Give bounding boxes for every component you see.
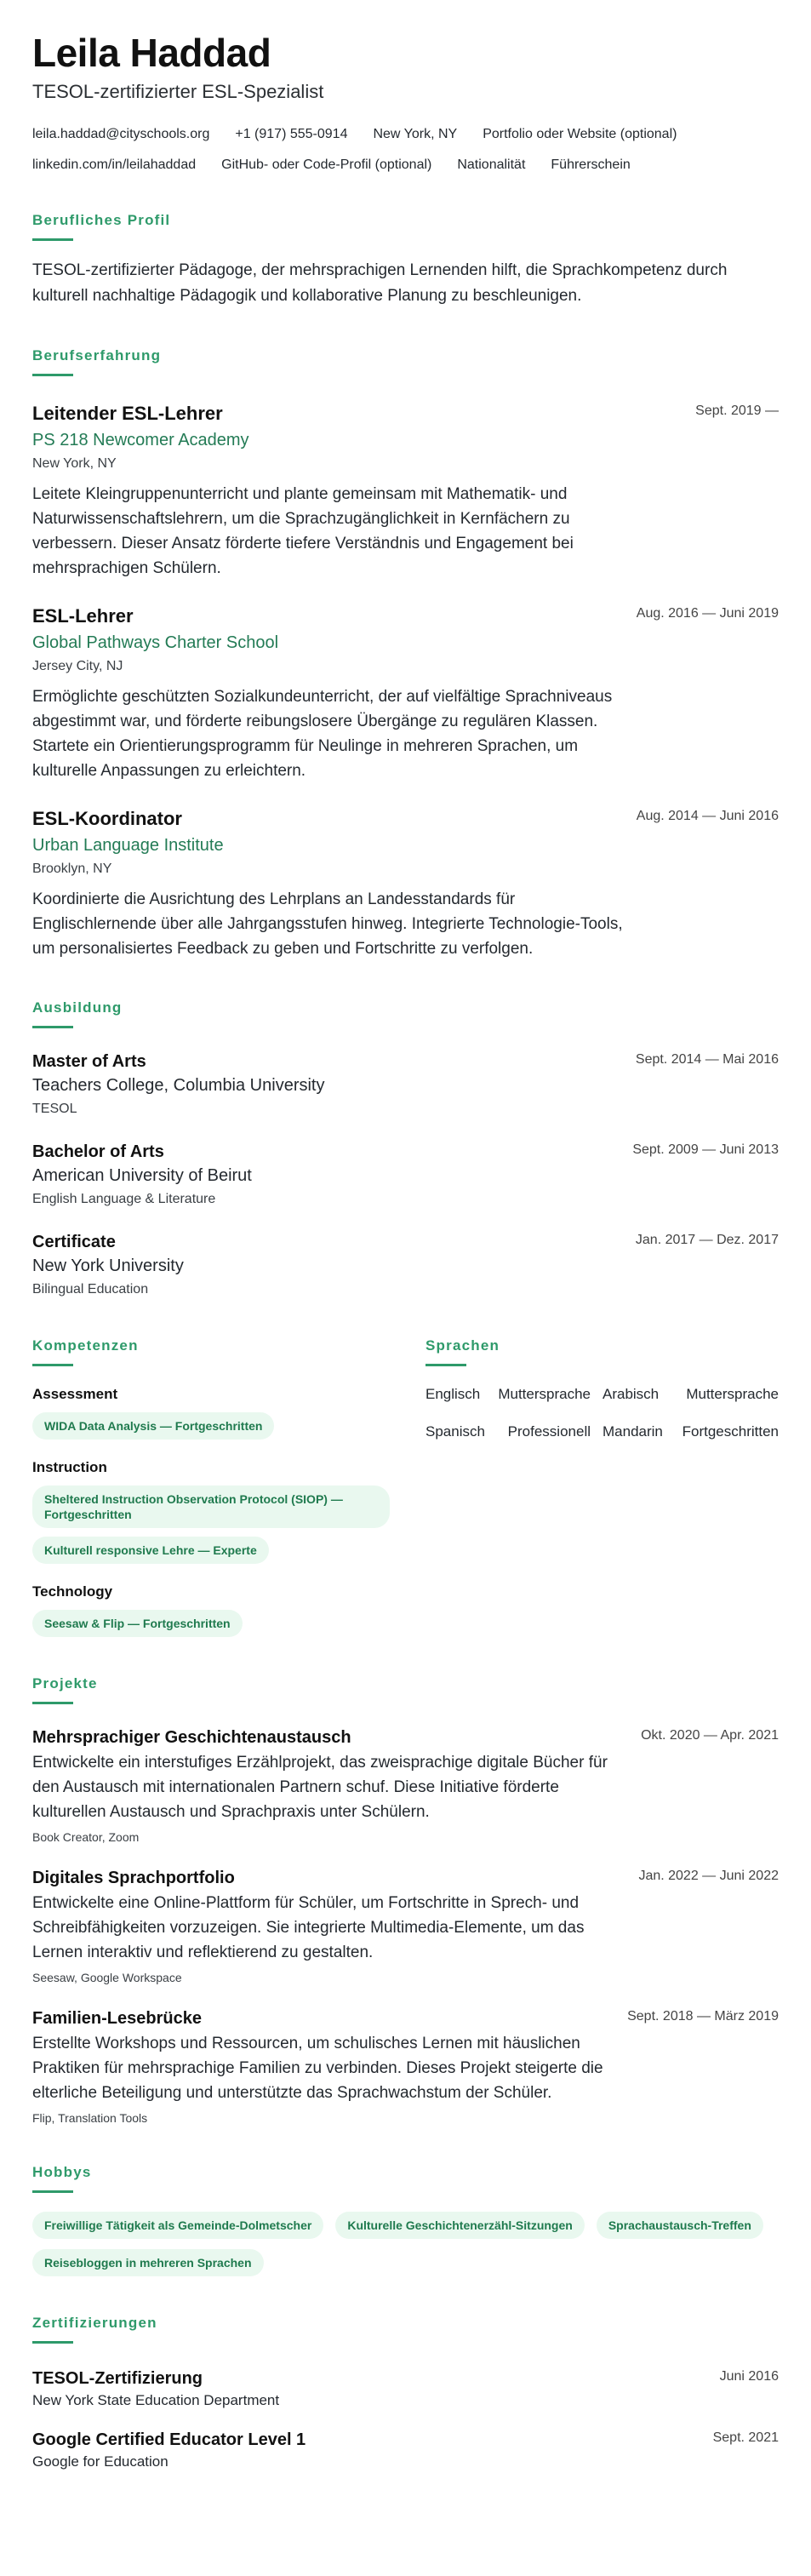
section-title: Projekte	[32, 1675, 98, 1692]
job-title: ESL-Lehrer	[32, 605, 134, 627]
section-divider	[32, 1026, 73, 1028]
skills-languages-row	[32, 1337, 779, 1637]
section-divider	[425, 1364, 466, 1366]
project-description: Entwickelte ein interstufiges Erzählprojekt, das zweisprachige digitale Bücher für den Austausch mit internationalen Partnern schuf. Diese Initiative förderte kulturellen Austausch und Sprachpraxis unter Schülern.	[32, 1754, 608, 1821]
section-divider	[32, 374, 73, 376]
hobbies-section	[32, 2163, 779, 2276]
degree-name: Certificate	[32, 1233, 116, 1251]
job-description: Leitete Kleingruppenunterricht und plante gemeinsam mit Mathematik- und Naturwissenschaftslehrern, um die Sprachzugänglichkeit in Kernfächern zu verbessern. Dieser Ansatz förderte tiefere Verständnis und Engagement bei mehrsprachigen Schülern.	[32, 485, 574, 577]
language-grid	[425, 1385, 779, 1441]
hobby-chip: Freiwillige Tätigkeit als Gemeinde-Dolmetscher	[32, 2212, 323, 2239]
section-title: Berufliches Profil	[32, 212, 171, 228]
contact-list	[32, 126, 779, 174]
section-title: Berufserfahrung	[32, 347, 162, 364]
project-entry	[32, 2007, 779, 2126]
degree-name: Master of Arts	[32, 1052, 146, 1071]
job-dates: Sept. 2019 —	[695, 404, 779, 418]
skill-chip: Kulturell responsive Lehre — Experte	[32, 1537, 269, 1564]
employer-name: Urban Language Institute	[32, 836, 224, 855]
experience-section	[32, 346, 779, 961]
education-section	[32, 999, 779, 1299]
language-level: Fortgeschritten	[682, 1423, 779, 1440]
field-of-study: TESOL	[32, 1102, 77, 1116]
section-title: Kompetenzen	[32, 1337, 139, 1354]
language-name: Mandarin	[603, 1423, 663, 1440]
section-divider	[32, 1702, 73, 1704]
section-divider	[32, 238, 73, 241]
education-entry	[32, 1141, 779, 1209]
project-entry	[32, 1867, 779, 1985]
employer-name: Global Pathways Charter School	[32, 633, 279, 652]
education-dates: Jan. 2017 — Dez. 2017	[635, 1233, 779, 1247]
skill-chips	[32, 1610, 425, 1637]
profile-section	[32, 211, 779, 309]
profile-summary: TESOL-zertifizierter Pädagoge, der mehrsprachigen Lernenden hilft, die Sprachkompetenz durch kulturell nachhaltige Pädagogik und kollaborative Planung zu beschleunigen.	[32, 261, 728, 305]
skill-group	[32, 1385, 425, 1440]
certification-date: Sept. 2021	[712, 2430, 779, 2445]
hobby-chip: Sprachaustausch-Treffen	[597, 2212, 763, 2239]
section-divider	[32, 2190, 73, 2193]
skill-group	[32, 1583, 425, 1637]
project-name: Familien-Lesebrücke	[32, 2009, 202, 2028]
contact-portfolio[interactable]: Portfolio oder Website (optional)	[483, 127, 677, 141]
skill-chip: WIDA Data Analysis — Fortgeschritten	[32, 1412, 274, 1440]
section-divider	[32, 2341, 73, 2344]
contact-linkedin[interactable]: linkedin.com/in/leilahaddad	[32, 157, 197, 172]
education-dates: Sept. 2009 — Juni 2013	[632, 1142, 779, 1157]
job-location: Brooklyn, NY	[32, 862, 112, 876]
resume-header	[32, 31, 779, 174]
employer-name: PS 218 Newcomer Academy	[32, 431, 249, 449]
job-dates: Aug. 2014 — Juni 2016	[636, 809, 779, 823]
project-tools: Book Creator, Zoom	[32, 1830, 140, 1844]
skill-chips	[32, 1412, 425, 1440]
certification-name: Google Certified Educator Level 1	[32, 2430, 306, 2449]
projects-section	[32, 1674, 779, 2126]
project-name: Digitales Sprachportfolio	[32, 1869, 235, 1887]
skills-section	[32, 1337, 425, 1637]
section-divider	[32, 1364, 73, 1366]
school-name: New York University	[32, 1257, 184, 1275]
language-name: Arabisch	[603, 1386, 660, 1402]
contact-github[interactable]: GitHub- oder Code-Profil (optional)	[221, 157, 432, 172]
languages-section	[425, 1337, 779, 1637]
certifications-section	[32, 2314, 779, 2471]
job-location: New York, NY	[32, 456, 117, 471]
skill-group-name: Assessment	[32, 1386, 118, 1402]
contact-phone[interactable]: +1 (917) 555-0914	[235, 127, 348, 141]
contact-email[interactable]: leila.haddad@cityschools.org	[32, 127, 210, 141]
candidate-headline: TESOL-zertifizierter ESL-Spezialist	[32, 81, 324, 102]
job-title: ESL-Koordinator	[32, 808, 182, 829]
project-entry	[32, 1726, 779, 1845]
field-of-study: English Language & Literature	[32, 1192, 216, 1206]
education-dates: Sept. 2014 — Mai 2016	[635, 1052, 779, 1067]
certification-date: Juni 2016	[719, 2369, 779, 2384]
contact-license: Führerschein	[551, 157, 631, 172]
hobby-chip: Kulturelle Geschichtenerzähl-Sitzungen	[335, 2212, 585, 2239]
contact-location: New York, NY	[373, 127, 458, 141]
skill-group	[32, 1458, 425, 1564]
candidate-name: Leila Haddad	[32, 31, 271, 75]
skill-chip: Sheltered Instruction Observation Protocol (SIOP) — Fortgeschritten	[32, 1485, 390, 1528]
section-title: Hobbys	[32, 2164, 92, 2180]
project-dates: Sept. 2018 — März 2019	[627, 2009, 779, 2024]
project-description: Entwickelte eine Online-Plattform für Schüler, um Fortschritte in Sprech- und Schreibfähigkeiten vorzuzeigen. Sie integrierte Multimedia-Elemente, um das Lernen interaktiv und reflektierend zu gestalten.	[32, 1894, 585, 1961]
education-entry	[32, 1231, 779, 1299]
project-dates: Okt. 2020 — Apr. 2021	[641, 1728, 779, 1743]
language-level: Muttersprache	[686, 1386, 779, 1402]
hobby-chip: Reisebloggen in mehreren Sprachen	[32, 2249, 264, 2276]
language-level: Professionell	[507, 1423, 591, 1440]
job-location: Jersey City, NJ	[32, 659, 123, 673]
field-of-study: Bilingual Education	[32, 1282, 149, 1297]
certification-name: TESOL-Zertifizierung	[32, 2369, 203, 2388]
skill-chips	[32, 1485, 425, 1564]
experience-entry	[32, 604, 779, 783]
certification-issuer: New York State Education Department	[32, 2392, 280, 2408]
hobby-chips	[32, 2212, 779, 2276]
project-name: Mehrsprachiger Geschichtenaustausch	[32, 1728, 351, 1747]
school-name: Teachers College, Columbia University	[32, 1076, 325, 1095]
job-description: Ermöglichte geschützten Sozialkundeunterricht, der auf vielfältige Sprachniveaus abgestimmt war, und förderte reibungslosere Übergänge zu regulären Klassen. Startete ein Orientierungsprogramm für Neulinge in mehreren Sprachen, um kulturelle Anpassungen zu erleichtern.	[32, 688, 613, 780]
certification-issuer: Google for Education	[32, 2453, 168, 2470]
section-title: Zertifizierungen	[32, 2315, 157, 2331]
language-name: Englisch	[425, 1386, 481, 1402]
project-tools: Flip, Translation Tools	[32, 2111, 148, 2125]
project-description: Erstellte Workshops und Ressourcen, um schulisches Lernen mit häuslichen Praktiken für mehrsprachige Familien zu verbinden. Dieses Projekt steigerte die elterliche Beteiligung und unterstützte das Sprachwachstum der Schüler.	[32, 2035, 603, 2102]
degree-name: Bachelor of Arts	[32, 1142, 164, 1161]
language-name: Spanisch	[425, 1423, 485, 1440]
job-dates: Aug. 2016 — Juni 2019	[636, 606, 779, 621]
skill-group-name: Technology	[32, 1583, 113, 1600]
language-level: Muttersprache	[498, 1386, 591, 1402]
project-tools: Seesaw, Google Workspace	[32, 1971, 182, 1984]
skill-chip: Seesaw & Flip — Fortgeschritten	[32, 1610, 243, 1637]
section-title: Sprachen	[425, 1337, 500, 1354]
contact-nationality: Nationalität	[457, 157, 526, 172]
skill-group-name: Instruction	[32, 1459, 107, 1475]
experience-entry	[32, 402, 779, 581]
experience-entry	[32, 807, 779, 961]
certification-entry	[32, 2367, 779, 2410]
school-name: American University of Beirut	[32, 1166, 252, 1185]
certification-entry	[32, 2429, 779, 2471]
job-description: Koordinierte die Ausrichtung des Lehrplans an Landesstandards für Englischlernende über alle Jahrgangsstufen hinweg. Integrierte Technologie-Tools, um personalisiertes Feedback zu geben und Fortschritte zu verfolgen.	[32, 890, 623, 958]
section-title: Ausbildung	[32, 999, 123, 1016]
education-entry	[32, 1050, 779, 1119]
job-title: Leitender ESL-Lehrer	[32, 403, 223, 424]
project-dates: Jan. 2022 — Juni 2022	[638, 1869, 779, 1883]
